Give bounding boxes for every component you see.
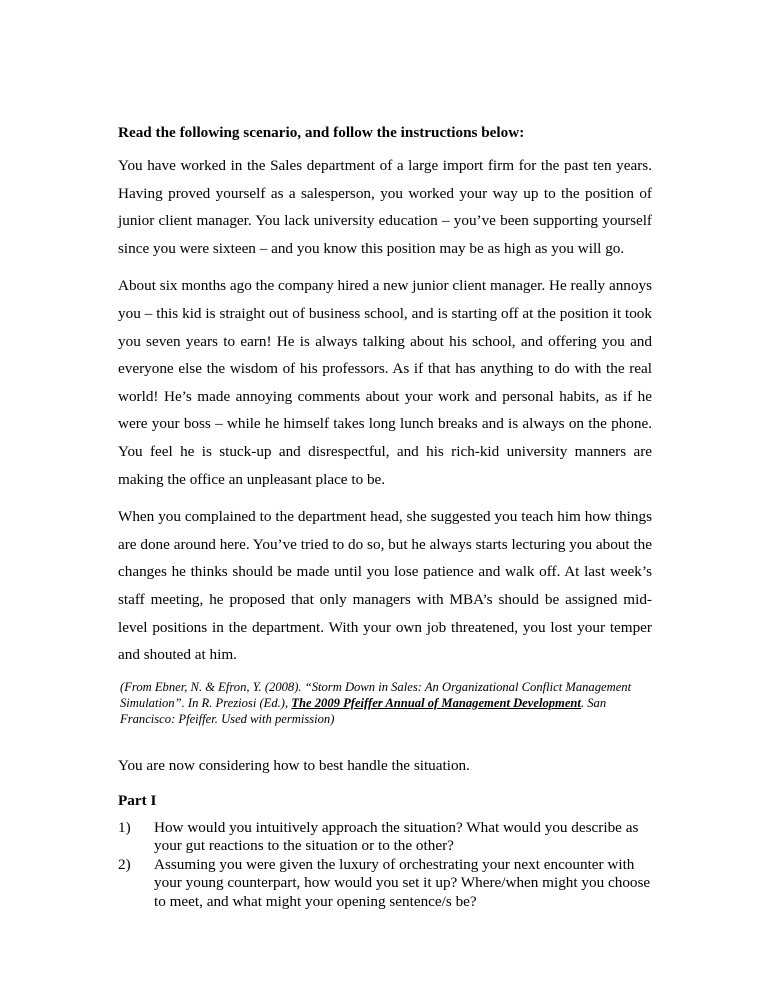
instructions-heading: Read the following scenario, and follow the instructions below:	[118, 124, 525, 141]
part-title: Part I	[118, 791, 157, 809]
question-number: 2)	[118, 855, 131, 873]
question-list	[118, 819, 652, 912]
question-text: How would you intuitively approach the situation? What would you describe as your gut reactions to the situation or to the other?	[154, 818, 639, 855]
scenario-paragraph-2: About six months ago the company hired a new junior client manager. He really annoys you – this kid is straight out of business school, and is starting off at the position it took you seven years to earn! He is always talking about his school, and offering you and everyone else the wisdom of his professors. As if that has anything to do with the real world! He’s made annoying comments about your work and personal habits, as if he were your boss – while he himself takes long lunch breaks and is always on the phone. You feel he is stuck-up and disrespectful, and his rich-kid university manners are making the office an unpleasant place to be.	[118, 277, 652, 488]
question-text: Assuming you were given the luxury of orchestrating your next encounter with your young counterpart, how would you set it up? Where/when might you choose to meet, and what might your opening sentence/s be?	[154, 855, 651, 911]
considering-statement: You are now considering how to best handle the situation.	[118, 756, 470, 774]
document-body	[118, 119, 652, 912]
source-citation	[120, 679, 652, 727]
scenario-paragraph-3: When you complained to the department head, she suggested you teach him how things are done around here. You’ve tried to do so, but he always starts lecturing you about the changes he thinks should be made until you lose patience and walk off. At last week’s staff meeting, he proposed that only managers with MBA’s should be assigned mid-level positions in the department. With your own job threatened, you lost your temper and shouted at him.	[118, 508, 652, 664]
citation-work-title: The 2009 Pfeiffer Annual of Management Development	[291, 695, 581, 710]
question-number: 1)	[118, 818, 131, 836]
citation-text-before: (From Ebner, N. & Efron, Y. (2008). “Storm Down in Sales: An Organizational Conflict Management Simulation”. In R. Preziosi (Ed.),	[120, 679, 632, 710]
list-item	[118, 856, 652, 912]
scenario-paragraph-1: You have worked in the Sales department of a large import firm for the past ten years. Having proved yourself as a salesperson, you worked your way up to the position of junior client manager. You lack university education – you’ve been supporting yourself since you were sixteen – and you know this position may be as high as you will go.	[118, 157, 652, 257]
list-item	[118, 819, 652, 856]
citation-text-after: . San Francisco: Pfeiffer. Used with permission)	[120, 695, 607, 726]
